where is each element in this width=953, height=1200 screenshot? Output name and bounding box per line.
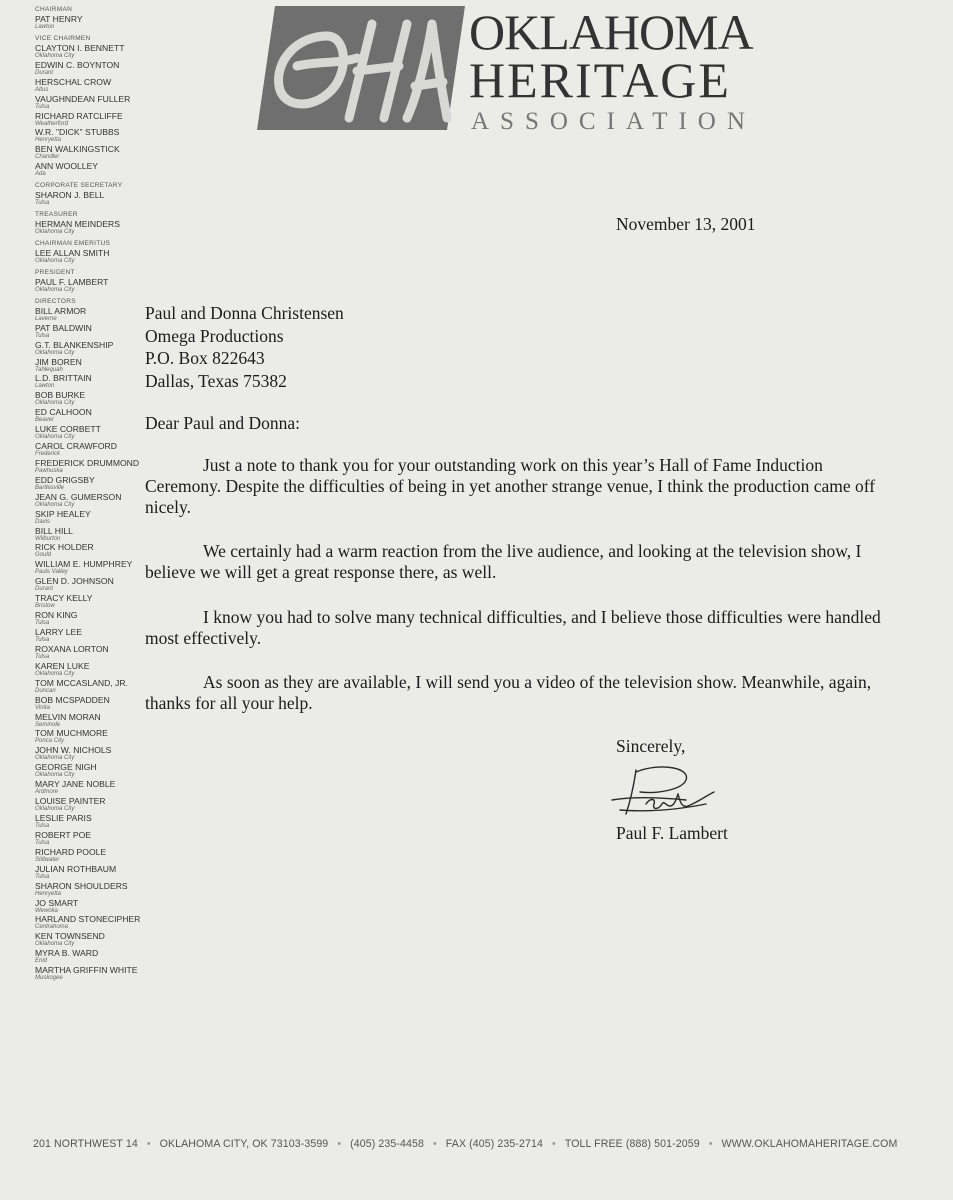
roster-entry bbox=[35, 847, 155, 864]
roster-member-city: Bristow bbox=[35, 603, 55, 610]
handwritten-signature bbox=[606, 764, 726, 820]
roster-member-name: HARLAND STONECIPHER bbox=[35, 914, 141, 925]
roster-member-city: Wewoka bbox=[35, 907, 58, 914]
roster-member-city: Oklahoma City bbox=[35, 286, 75, 293]
roster-member-city: Tulsa bbox=[35, 822, 50, 829]
roster-heading: CHAIRMAN EMERITUS bbox=[35, 239, 111, 247]
roster-entry bbox=[35, 627, 155, 644]
roster-member-city: Oklahoma City bbox=[35, 434, 75, 441]
roster-member-city: Chandler bbox=[35, 154, 60, 161]
roster-member-city: Oklahoma City bbox=[35, 257, 75, 264]
roster-entry bbox=[35, 390, 155, 407]
roster-entry bbox=[35, 14, 155, 31]
roster-entry bbox=[35, 830, 155, 847]
roster-member-name: LEE ALLAN SMITH bbox=[35, 247, 110, 258]
roster-entry bbox=[35, 323, 155, 340]
roster-member-name: JEAN G. GUMERSON bbox=[35, 491, 122, 502]
roster-member-name: SKIP HEALEY bbox=[35, 508, 91, 519]
roster-entry bbox=[35, 144, 155, 161]
roster-entry bbox=[35, 712, 155, 729]
roster-member-name: PAT HENRY bbox=[35, 14, 83, 24]
roster-entry bbox=[35, 441, 155, 458]
closing: Sincerely, bbox=[616, 736, 686, 756]
roster-entry bbox=[35, 864, 155, 881]
roster-member-name: WILLIAM E. HUMPHREY bbox=[35, 559, 133, 570]
roster-entry bbox=[35, 509, 155, 526]
oha-monogram-icon bbox=[257, 6, 465, 130]
roster-entry bbox=[35, 610, 155, 627]
roster-member-city: Lawton bbox=[35, 383, 55, 390]
roster-member-city: Tulsa bbox=[35, 637, 50, 643]
roster-member-name: RICHARD RATCLIFFE bbox=[35, 110, 123, 121]
roster-entry bbox=[35, 161, 155, 178]
roster-member-name: SHARON SHOULDERS bbox=[35, 880, 128, 891]
roster-member-city: Beaver bbox=[35, 417, 55, 424]
roster-member-city: Oklahoma City bbox=[35, 755, 75, 762]
roster-member-city: Ponca City bbox=[35, 738, 65, 745]
roster-entry bbox=[35, 458, 155, 475]
roster-entry bbox=[35, 678, 155, 695]
roster-entry bbox=[35, 948, 155, 965]
roster-entry bbox=[35, 914, 155, 931]
roster-member-city: Henryetta bbox=[35, 137, 62, 144]
roster-member-name: RICHARD POOLE bbox=[35, 846, 107, 857]
footer-website[interactable]: WWW.OKLAHOMAHERITAGE.COM bbox=[721, 1138, 898, 1150]
roster-member-city: Oklahoma City bbox=[35, 400, 75, 407]
roster-entry bbox=[35, 127, 155, 144]
roster-member-name: EDD GRIGSBY bbox=[35, 474, 95, 485]
roster-entry bbox=[35, 43, 155, 60]
roster-member-name: JIM BOREN bbox=[35, 356, 82, 367]
body-paragraph: Just a note to thank you for your outstanding work on this year’s Hall of Fame Induction Ceremony. Despite the difficulties of being in yet another strange venue, I think the production came off nicely. bbox=[145, 455, 876, 517]
roster-member-city: Henryetta bbox=[35, 890, 62, 897]
roster-member-name: ROBERT POE bbox=[35, 829, 92, 840]
roster-member-name: LESLIE PARIS bbox=[35, 812, 92, 823]
footer-separator: • bbox=[146, 1138, 151, 1150]
roster-member-name: PAUL F. LAMBERT bbox=[35, 276, 109, 287]
body-paragraph: I know you had to solve many technical difficulties, and I believe those difficulties were handled most effectively. bbox=[145, 607, 881, 648]
roster-entry bbox=[35, 931, 155, 948]
footer-fax: FAX (405) 235-2714 bbox=[445, 1138, 544, 1150]
roster-entry bbox=[35, 898, 155, 915]
roster-entry bbox=[35, 94, 155, 111]
roster-entry bbox=[35, 796, 155, 813]
roster-member-city: Oklahoma City bbox=[35, 501, 75, 508]
roster-member-city: Stillwater bbox=[35, 856, 60, 863]
roster-entry bbox=[35, 728, 155, 745]
body-paragraph: We certainly had a warm reaction from the live audience, and looking at the television show, I believe we will get a great response there, as well. bbox=[145, 541, 862, 582]
signer-name: Paul F. Lambert bbox=[616, 823, 728, 843]
roster-member-city: Seminole bbox=[35, 721, 61, 728]
roster-member-city: Oklahoma City bbox=[35, 349, 75, 356]
roster-member-city: Oklahoma City bbox=[35, 806, 75, 813]
letterhead-logo bbox=[257, 6, 757, 136]
roster-entry bbox=[35, 695, 155, 712]
roster-entry bbox=[35, 576, 155, 593]
roster-member-name: JULIAN ROTHBAUM bbox=[35, 863, 117, 874]
roster-member-name: BILL ARMOR bbox=[35, 305, 87, 316]
roster-member-name: BOB BURKE bbox=[35, 390, 86, 401]
roster-entry bbox=[35, 779, 155, 796]
letterhead-footer bbox=[33, 1138, 897, 1150]
roster-entry bbox=[35, 373, 155, 390]
roster-member-city: Pauls Valley bbox=[35, 569, 68, 576]
roster-entry bbox=[35, 77, 155, 94]
roster-entry bbox=[35, 111, 155, 128]
roster-entry bbox=[35, 248, 155, 265]
board-roster bbox=[35, 2, 155, 982]
roster-member-name: MYRA B. WARD bbox=[35, 948, 99, 959]
roster-member-city: Oklahoma City bbox=[35, 229, 75, 236]
recipient-address bbox=[145, 302, 344, 392]
roster-member-city: Tulsa bbox=[35, 200, 50, 207]
logo-wordmark-line3: ASSOCIATION bbox=[471, 108, 756, 135]
roster-member-city: Laverne bbox=[35, 315, 57, 322]
roster-member-name: BILL HILL bbox=[35, 525, 73, 536]
roster-member-city: Weatherford bbox=[35, 120, 68, 127]
roster-entry bbox=[35, 277, 155, 294]
roster-heading: CORPORATE SECRETARY bbox=[35, 182, 123, 190]
footer-address: 201 NORTHWEST 14 bbox=[33, 1138, 138, 1150]
roster-member-name: BEN WALKINGSTICK bbox=[35, 144, 120, 155]
roster-member-name: ROXANA LORTON bbox=[35, 643, 109, 654]
salutation: Dear Paul and Donna: bbox=[145, 413, 301, 433]
roster-member-city: Tulsa bbox=[35, 873, 50, 880]
roster-group bbox=[35, 298, 155, 982]
roster-member-name: EDWIN C. BOYNTON bbox=[35, 59, 120, 70]
roster-member-name: CLAYTON I. BENNETT bbox=[35, 42, 125, 53]
roster-entry bbox=[35, 60, 155, 77]
roster-member-city: Frederick bbox=[35, 451, 61, 458]
roster-member-name: BOB MCSPADDEN bbox=[35, 694, 110, 705]
roster-member-name: GEORGE NIGH bbox=[35, 762, 97, 773]
roster-entry bbox=[35, 407, 155, 424]
footer-separator: • bbox=[708, 1138, 713, 1150]
roster-member-city: Tulsa bbox=[35, 332, 50, 339]
roster-member-name: PAT BALDWIN bbox=[35, 322, 92, 333]
footer-separator: • bbox=[337, 1138, 342, 1150]
roster-entry bbox=[35, 357, 155, 374]
logo-wordmark-line2: HERITAGE bbox=[469, 52, 731, 108]
roster-member-city: Ardmore bbox=[35, 789, 59, 796]
roster-entry bbox=[35, 542, 155, 559]
roster-member-name: SHARON J. BELL bbox=[35, 190, 105, 201]
roster-member-name: CAROL CRAWFORD bbox=[35, 441, 117, 452]
roster-member-name: TOM MCCASLAND, JR. bbox=[35, 677, 128, 688]
roster-member-city: Durant bbox=[35, 69, 54, 76]
roster-member-city: Durant bbox=[35, 586, 54, 593]
roster-entry bbox=[35, 190, 155, 207]
roster-member-city: Duncan bbox=[35, 687, 56, 694]
roster-member-name: RON KING bbox=[35, 610, 78, 621]
footer-separator: • bbox=[552, 1138, 556, 1150]
roster-group bbox=[35, 6, 155, 31]
recipient-line: Paul and Donna Christensen bbox=[145, 303, 344, 323]
roster-entry bbox=[35, 475, 155, 492]
roster-member-city: Centrahoma bbox=[35, 924, 69, 931]
roster-entry bbox=[35, 644, 155, 661]
roster-member-name: MELVIN MORAN bbox=[35, 711, 101, 722]
roster-entry bbox=[35, 661, 155, 678]
roster-member-city: Bartlesville bbox=[35, 484, 65, 491]
roster-member-city: Davis bbox=[35, 518, 51, 525]
roster-member-name: HERSCHAL CROW bbox=[35, 76, 112, 87]
roster-entry bbox=[35, 424, 155, 441]
roster-entry bbox=[35, 340, 155, 357]
roster-member-name: LOUISE PAINTER bbox=[35, 796, 106, 807]
logo-wordmark-line1: OKLAHOMA bbox=[469, 4, 753, 60]
roster-member-name: JOHN W. NICHOLS bbox=[35, 745, 112, 756]
roster-member-name: ANN WOOLLEY bbox=[35, 161, 99, 172]
roster-entry bbox=[35, 965, 155, 982]
roster-member-name: TRACY KELLY bbox=[35, 593, 93, 604]
roster-entry bbox=[35, 881, 155, 898]
roster-member-name: HERMAN MEINDERS bbox=[35, 219, 120, 230]
roster-entry bbox=[35, 745, 155, 762]
roster-member-name: RICK HOLDER bbox=[35, 542, 94, 553]
roster-entry bbox=[35, 593, 155, 610]
roster-entry bbox=[35, 526, 155, 543]
roster-group bbox=[35, 211, 155, 236]
roster-member-city: Tulsa bbox=[35, 103, 50, 110]
footer-city: OKLAHOMA CITY, OK 73103-3599 bbox=[159, 1138, 329, 1150]
roster-member-name: L.D. BRITTAIN bbox=[35, 373, 92, 384]
roster-group bbox=[35, 35, 155, 178]
roster-heading: PRESIDENT bbox=[35, 268, 75, 276]
roster-member-city: Enid bbox=[35, 958, 48, 965]
roster-member-city: Altus bbox=[35, 86, 49, 93]
roster-member-city: Tulsa bbox=[35, 653, 50, 660]
roster-member-city: Oklahoma City bbox=[35, 670, 75, 677]
roster-heading: TREASURER bbox=[35, 211, 78, 219]
roster-member-city: Oklahoma City bbox=[35, 941, 75, 948]
roster-member-name: LARRY LEE bbox=[35, 627, 82, 637]
roster-heading: VICE CHAIRMEN bbox=[35, 34, 91, 42]
roster-member-city: Oklahoma City bbox=[35, 772, 75, 779]
roster-member-name: MARY JANE NOBLE bbox=[35, 779, 116, 790]
roster-entry bbox=[35, 219, 155, 236]
roster-member-name: LUKE CORBETT bbox=[35, 424, 101, 435]
body-paragraph: As soon as they are available, I will send you a video of the television show. Meanwhile, again, thanks for all your help. bbox=[145, 672, 872, 713]
letter-date: November 13, 2001 bbox=[616, 214, 756, 234]
roster-entry bbox=[35, 762, 155, 779]
roster-member-city: Pawhuska bbox=[35, 467, 63, 474]
roster-entry bbox=[35, 492, 155, 509]
roster-member-name: JO SMART bbox=[35, 897, 79, 908]
roster-member-name: MARTHA GRIFFIN WHITE bbox=[35, 965, 138, 976]
roster-entry bbox=[35, 306, 155, 323]
roster-group bbox=[35, 269, 155, 294]
roster-member-city: Lawton bbox=[35, 24, 55, 30]
footer-toll-free: TOLL FREE (888) 501-2059 bbox=[564, 1138, 700, 1150]
roster-heading: DIRECTORS bbox=[35, 297, 76, 305]
footer-phone: (405) 235-4458 bbox=[350, 1138, 424, 1150]
roster-heading: CHAIRMAN bbox=[35, 6, 73, 13]
roster-member-name: KAREN LUKE bbox=[35, 660, 90, 671]
roster-member-name: W.R. "DICK" STUBBS bbox=[35, 127, 120, 138]
roster-member-city: Gould bbox=[35, 552, 52, 559]
roster-member-city: Tulsa bbox=[35, 839, 50, 846]
roster-member-name: TOM MUCHMORE bbox=[35, 728, 108, 739]
roster-member-city: Oklahoma City bbox=[35, 52, 75, 59]
roster-member-name: FREDERICK DRUMMOND bbox=[35, 457, 140, 468]
roster-member-name: GLEN D. JOHNSON bbox=[35, 576, 114, 587]
roster-member-city: Muskogee bbox=[35, 975, 63, 982]
recipient-line: Dallas, Texas 75382 bbox=[145, 370, 287, 391]
roster-member-city: Tahlequah bbox=[35, 366, 63, 373]
roster-member-name: ED CALHOON bbox=[35, 407, 92, 418]
roster-group bbox=[35, 182, 155, 207]
roster-member-city: Vinita bbox=[35, 704, 50, 711]
roster-entry bbox=[35, 813, 155, 830]
roster-member-name: VAUGHNDEAN FULLER bbox=[35, 93, 131, 104]
roster-member-city: Tulsa bbox=[35, 620, 50, 627]
roster-member-city: Ada bbox=[35, 171, 46, 178]
roster-member-name: G.T. BLANKENSHIP bbox=[35, 339, 114, 350]
roster-group bbox=[35, 240, 155, 265]
roster-member-name: KEN TOWNSEND bbox=[35, 931, 105, 942]
recipient-line: Omega Productions bbox=[145, 325, 284, 346]
recipient-line: P.O. Box 822643 bbox=[145, 348, 265, 368]
footer-separator: • bbox=[432, 1138, 437, 1150]
roster-entry bbox=[35, 559, 155, 576]
roster-member-city: Wilburton bbox=[35, 535, 61, 542]
